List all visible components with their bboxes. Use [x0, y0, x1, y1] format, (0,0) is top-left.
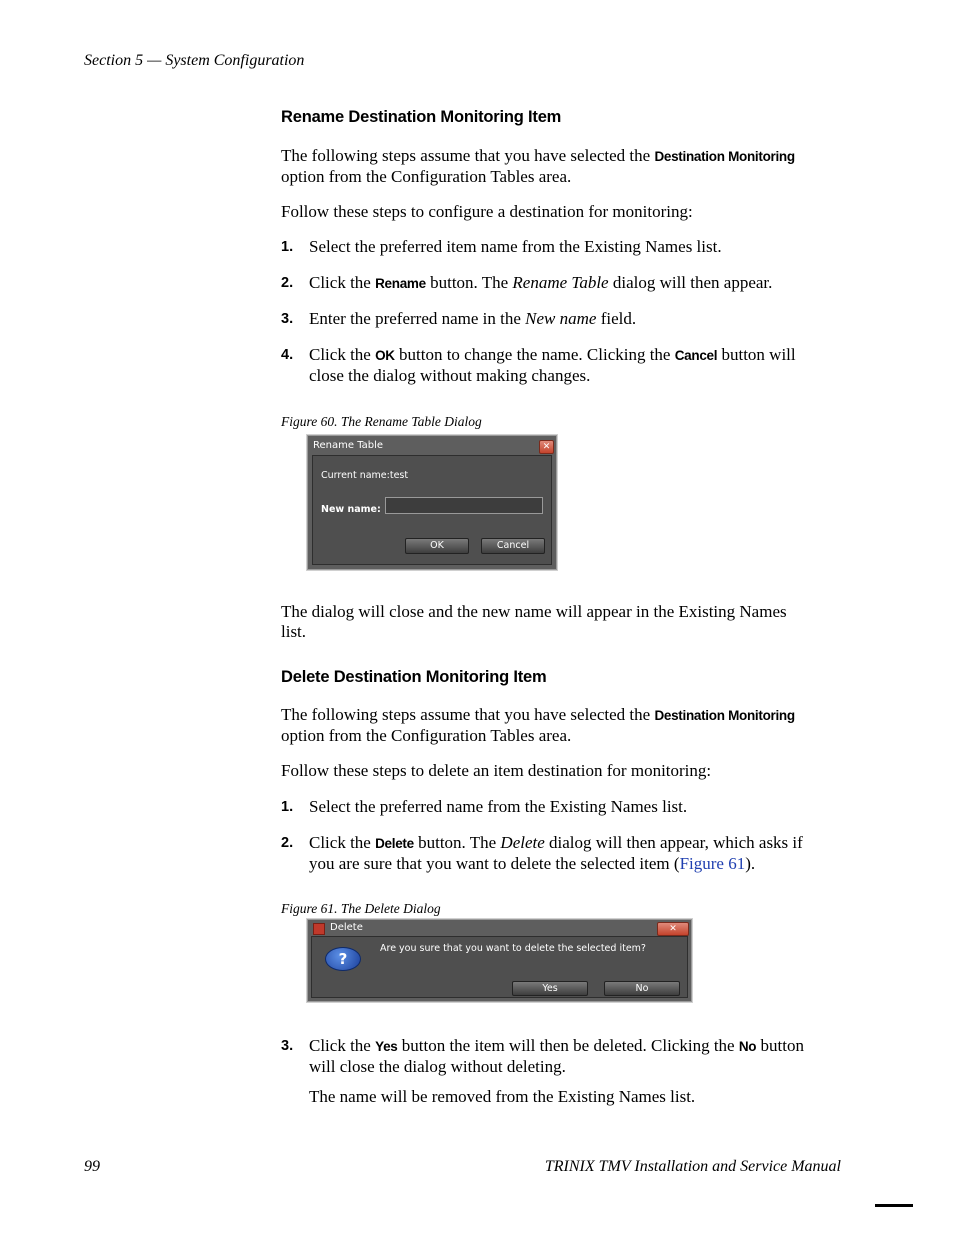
- rename-step-2: [281, 273, 846, 293]
- rename-button-ref: Rename: [375, 276, 426, 291]
- rename-table-ref: Rename Table: [512, 273, 609, 292]
- yes-button-ref: Yes: [375, 1039, 398, 1054]
- figure-61-caption: Figure 61. The Delete Dialog: [281, 901, 441, 916]
- app-icon: [313, 923, 325, 935]
- step-text: [309, 309, 844, 329]
- step-number: 1.: [281, 239, 294, 255]
- step-text-part: button: [756, 1036, 804, 1055]
- page-number: 99: [84, 1158, 100, 1175]
- yes-button[interactable]: Yes: [512, 981, 588, 996]
- step-text-part: dialog will then appear.: [608, 273, 773, 292]
- cancel-button[interactable]: Cancel: [481, 538, 545, 554]
- delete-intro-ui: Destination Monitoring: [654, 708, 795, 723]
- manual-title: TRINIX TMV Installation and Service Manual: [544, 1158, 841, 1175]
- section-heading-rename: Rename Destination Monitoring Item: [281, 108, 562, 126]
- delete-step-2: [281, 833, 846, 873]
- section-heading-delete: Delete Destination Monitoring Item: [281, 668, 547, 686]
- delete-intro-paragraph: [281, 705, 846, 746]
- step-text-part: Click the: [309, 833, 376, 852]
- delete-button-ref: Delete: [375, 836, 414, 851]
- delete-follow-paragraph: Follow these steps to delete an item destination for monitoring:: [281, 761, 712, 780]
- dialog-body: [312, 455, 552, 565]
- rename-intro-pre: The following steps assume that you have selected the: [281, 146, 655, 165]
- figure-61-link[interactable]: Figure 61: [679, 854, 746, 873]
- step-text-part: button to change the name. Clicking the: [394, 345, 675, 364]
- step-text: [309, 1036, 844, 1077]
- rename-after-line-2: list.: [281, 622, 307, 641]
- step-number: 1.: [281, 799, 294, 815]
- ok-button-ref: OK: [375, 348, 395, 363]
- dialog-body: [311, 936, 688, 998]
- step-text-part: Enter the preferred name in the: [309, 309, 526, 328]
- close-icon[interactable]: ✕: [657, 922, 689, 936]
- rename-step-1: [281, 237, 846, 257]
- new-name-label: New name:: [321, 504, 381, 515]
- step-text: Select the preferred name from the Existing Names list.: [309, 797, 688, 816]
- delete-intro-post: option from the Configuration Tables area.: [281, 726, 572, 745]
- question-icon: ?: [325, 947, 361, 971]
- rename-after-paragraph: [281, 602, 846, 642]
- delete-step-1: [281, 797, 846, 817]
- footer-rule: [875, 1204, 913, 1207]
- delete-dialog: [307, 919, 692, 1002]
- step-text: [309, 833, 844, 874]
- no-button[interactable]: No: [604, 981, 680, 996]
- step-number: 3.: [281, 311, 294, 327]
- step-text-part: field.: [596, 309, 637, 328]
- step-text-part: button will: [717, 345, 796, 364]
- delete-confirm-message: Are you sure that you want to delete the selected item?: [380, 943, 646, 954]
- rename-table-dialog: [307, 435, 557, 570]
- step-text: Select the preferred item name from the Existing Names list.: [309, 237, 722, 256]
- step-text: [309, 273, 844, 294]
- rename-after-line-1: The dialog will close and the new name will appear in the Existing Names: [281, 602, 787, 621]
- step-number: 4.: [281, 347, 294, 363]
- step-text-part: Click the: [309, 1036, 376, 1055]
- current-name-label: Current name:test: [321, 470, 409, 481]
- dialog-title: Rename Table: [313, 440, 384, 451]
- step-text-part: will close the dialog without deleting.: [309, 1057, 566, 1076]
- step-text-part: ).: [745, 854, 756, 873]
- new-name-input[interactable]: [385, 497, 543, 514]
- close-icon[interactable]: ✕: [539, 440, 554, 454]
- step-number: 3.: [281, 1038, 294, 1054]
- no-button-ref: No: [738, 1039, 757, 1054]
- step-text: [309, 345, 844, 386]
- rename-intro-post: option from the Configuration Tables area.: [281, 167, 572, 186]
- step-text-part: button. The: [425, 273, 513, 292]
- rename-intro-paragraph: [281, 146, 846, 187]
- step-text-part: Click the: [309, 345, 376, 364]
- running-header: Section 5 — System Configuration: [84, 52, 305, 69]
- step-text-part: you are sure that you want to delete the selected item (: [309, 854, 680, 873]
- step-number: 2.: [281, 275, 294, 291]
- ok-button[interactable]: OK: [405, 538, 469, 554]
- step-number: 2.: [281, 835, 294, 851]
- dialog-title: Delete: [330, 922, 363, 933]
- step-text-part: button the item will then be deleted. Clicking the: [397, 1036, 739, 1055]
- step-text-part: button. The: [413, 833, 501, 852]
- rename-follow-paragraph: Follow these steps to configure a destination for monitoring:: [281, 202, 693, 221]
- rename-step-4: [281, 345, 846, 385]
- step-text-part: close the dialog without making changes.: [309, 366, 591, 385]
- delete-dialog-ref: Delete: [500, 833, 545, 852]
- step-text-part: dialog will then appear, which asks if: [544, 833, 803, 852]
- delete-step-3: [281, 1036, 846, 1076]
- figure-60-caption: Figure 60. The Rename Table Dialog: [281, 414, 482, 429]
- rename-step-3: [281, 309, 846, 329]
- rename-intro-ui: Destination Monitoring: [654, 149, 795, 164]
- cancel-button-ref: Cancel: [674, 348, 718, 363]
- delete-after-paragraph: The name will be removed from the Existing Names list.: [309, 1087, 696, 1106]
- new-name-field-ref: New name: [525, 309, 597, 328]
- delete-intro-pre: The following steps assume that you have selected the: [281, 705, 655, 724]
- step-text-part: Click the: [309, 273, 376, 292]
